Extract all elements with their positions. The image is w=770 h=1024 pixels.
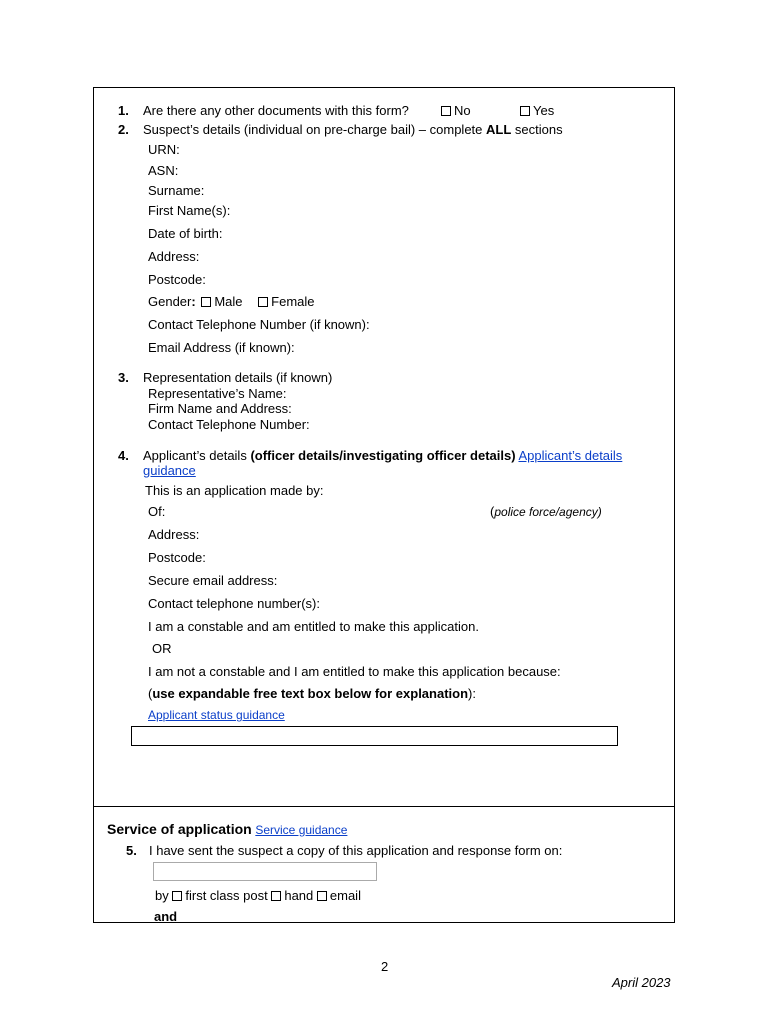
female-option[interactable] bbox=[258, 294, 314, 309]
q2-number: 2. bbox=[118, 122, 129, 137]
q1-text: Are there any other documents with this form? bbox=[143, 103, 409, 118]
first-names-label: First Name(s): bbox=[148, 203, 231, 218]
first-class-label: first class post bbox=[185, 888, 268, 903]
contact-phone-label: Contact telephone number(s): bbox=[148, 596, 320, 611]
made-by-label: This is an application made by: bbox=[145, 483, 324, 498]
footer-date: April 2023 bbox=[612, 975, 671, 990]
asn-label: ASN: bbox=[148, 163, 179, 178]
q2-text-before: Suspect’s details (individual on pre-charge bail) – complete bbox=[143, 122, 483, 137]
q4-text-bold: (officer details/investigating officer details) bbox=[250, 448, 516, 463]
yes-label: Yes bbox=[533, 103, 555, 118]
q4-question bbox=[143, 448, 622, 463]
service-date-field[interactable] bbox=[153, 862, 377, 881]
expl-bold: use expandable free text box below for explanation bbox=[152, 686, 469, 701]
q4-text: Applicant’s details bbox=[143, 448, 247, 463]
first-class-checkbox[interactable] bbox=[172, 891, 182, 901]
expl-close: ): bbox=[468, 686, 476, 701]
applicant-address-label: Address: bbox=[148, 527, 200, 542]
dob-label: Date of birth: bbox=[148, 226, 223, 241]
gender-row bbox=[148, 294, 315, 309]
police-force-note bbox=[490, 504, 602, 519]
applicant-details-guidance-link-cont[interactable]: guidance bbox=[143, 463, 196, 478]
q1-no-option[interactable] bbox=[441, 103, 471, 118]
hand-checkbox[interactable] bbox=[271, 891, 281, 901]
not-constable-statement: I am not a constable and I am entitled to make this application because: bbox=[148, 664, 561, 679]
explanation-instruction bbox=[148, 686, 476, 701]
firm-label: Firm Name and Address: bbox=[148, 401, 292, 416]
email-label: email bbox=[329, 888, 361, 903]
female-checkbox[interactable] bbox=[258, 297, 268, 307]
urn-label: URN: bbox=[148, 142, 180, 157]
of-label: Of: bbox=[148, 504, 166, 519]
email-option[interactable] bbox=[317, 888, 361, 903]
suspect-email-label: Email Address (if known): bbox=[148, 340, 295, 355]
suspect-postcode-label: Postcode: bbox=[148, 272, 206, 287]
page-number: 2 bbox=[381, 959, 389, 974]
rep-name-label: Representative’s Name: bbox=[148, 386, 287, 401]
suspect-phone-label: Contact Telephone Number (if known): bbox=[148, 317, 370, 332]
no-label: No bbox=[454, 103, 471, 118]
suspect-address-label: Address: bbox=[148, 249, 200, 264]
applicant-status-guidance-link[interactable]: Applicant status guidance bbox=[148, 708, 285, 722]
surname-label: Surname: bbox=[148, 183, 205, 198]
expl-open: ( bbox=[148, 686, 153, 701]
service-guidance-link[interactable]: Service guidance bbox=[255, 823, 348, 837]
q4-number: 4. bbox=[118, 448, 129, 463]
q1-question bbox=[143, 103, 409, 118]
male-option[interactable] bbox=[201, 294, 242, 309]
female-label: Female bbox=[271, 294, 315, 309]
or-label: OR bbox=[152, 641, 172, 656]
service-heading: Service of application bbox=[107, 821, 252, 837]
hand-label: hand bbox=[284, 888, 314, 903]
gender-label: Gender bbox=[148, 294, 192, 309]
q1-number: 1. bbox=[118, 103, 129, 118]
yes-checkbox[interactable] bbox=[520, 106, 530, 116]
applicant-details-guidance-link[interactable]: Applicant’s details bbox=[518, 448, 623, 463]
q2-text-bold: ALL bbox=[486, 122, 512, 137]
q5-text: I have sent the suspect a copy of this application and response form on: bbox=[149, 843, 563, 858]
hand-option[interactable] bbox=[271, 888, 313, 903]
police-force-text: police force/agency) bbox=[494, 505, 602, 519]
police-paren: ( bbox=[490, 504, 495, 519]
q3-number: 3. bbox=[118, 370, 129, 385]
secure-email-label: Secure email address: bbox=[148, 573, 278, 588]
section-divider bbox=[93, 806, 675, 807]
constable-statement: I am a constable and am entitled to make this application. bbox=[148, 619, 479, 634]
q1-yes-option[interactable] bbox=[520, 103, 554, 118]
no-checkbox[interactable] bbox=[441, 106, 451, 116]
rep-phone-label: Contact Telephone Number: bbox=[148, 417, 310, 432]
by-label: by bbox=[155, 888, 169, 903]
and-label: and bbox=[154, 909, 178, 924]
q5-number: 5. bbox=[126, 843, 137, 858]
explanation-textbox[interactable] bbox=[131, 726, 618, 746]
applicant-postcode-label: Postcode: bbox=[148, 550, 206, 565]
male-label: Male bbox=[214, 294, 243, 309]
service-method-row bbox=[155, 888, 361, 903]
service-heading-row bbox=[107, 821, 347, 837]
q2-text-after: sections bbox=[514, 122, 563, 137]
q3-text: Representation details (if known) bbox=[143, 370, 333, 385]
q2-question bbox=[143, 122, 563, 137]
email-checkbox[interactable] bbox=[317, 891, 327, 901]
first-class-option[interactable] bbox=[172, 888, 267, 903]
gender-colon: : bbox=[191, 294, 196, 309]
male-checkbox[interactable] bbox=[201, 297, 211, 307]
